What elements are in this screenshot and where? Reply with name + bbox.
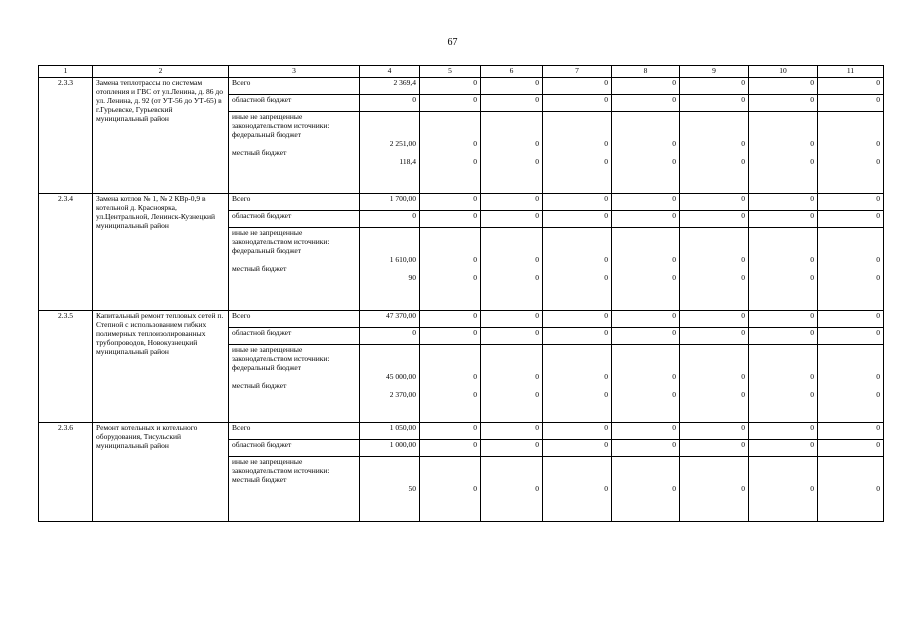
amount-value: 0 <box>473 484 477 493</box>
amount-value: 0 <box>535 273 539 282</box>
amount-cell: 0 <box>543 211 612 228</box>
amount-value: 0 <box>535 372 539 381</box>
amount-value: 0 <box>672 390 676 399</box>
amount-cell: 0 <box>481 423 543 440</box>
amount-cell: 0 <box>420 95 481 112</box>
amount-cell <box>818 112 884 194</box>
amount-cell: 0 <box>481 211 543 228</box>
amount-value: 0 <box>741 273 745 282</box>
amount-cell: 0 <box>481 95 543 112</box>
funding-source-heading: иные не запрещенные законодательством источники: <box>232 228 330 246</box>
amount-value: 0 <box>535 139 539 148</box>
amount-value: 0 <box>604 390 608 399</box>
amount-cell: 0 <box>612 194 680 211</box>
amount-value: 0 <box>810 372 814 381</box>
amount-cell: 0 <box>481 328 543 345</box>
funding-source-heading: иные не запрещенные законодательством источники: <box>232 457 330 475</box>
funding-source-item: местный бюджет <box>232 148 287 157</box>
amount-cell: 0 <box>612 423 680 440</box>
amount-value: 0 <box>604 139 608 148</box>
amount-cell: 0 <box>543 78 612 95</box>
funding-source-item: федеральный бюджет <box>232 363 302 372</box>
amount-cell <box>481 345 543 423</box>
amount-cell: 0 <box>420 328 481 345</box>
amount-cell: 2 369,4 <box>360 78 420 95</box>
funding-source <box>229 228 360 311</box>
amount-cell <box>360 228 420 311</box>
amount-cell <box>749 228 818 311</box>
amount-value: 0 <box>810 157 814 166</box>
funding-source-item: местный бюджет <box>232 475 287 484</box>
funding-source-item: федеральный бюджет <box>232 246 302 255</box>
amount-value: 0 <box>876 273 880 282</box>
table-row <box>39 423 884 440</box>
funding-source-heading: иные не запрещенные законодательством источники: <box>232 112 330 130</box>
amount-cell: 0 <box>612 211 680 228</box>
item-name: Замена котлов № 1, № 2 КВр-0,9 в котельной д. Красноярка, ул.Центральной, Ленинск-Кузнецкий муниципальный район <box>93 194 229 311</box>
amount-cell: 0 <box>612 95 680 112</box>
amount-value: 0 <box>810 484 814 493</box>
amount-value: 0 <box>672 139 676 148</box>
column-header: 3 <box>229 66 360 78</box>
amount-value: 90 <box>408 273 416 282</box>
amount-cell <box>680 112 749 194</box>
amount-cell: 0 <box>818 194 884 211</box>
amount-value: 0 <box>876 157 880 166</box>
amount-value: 0 <box>741 157 745 166</box>
amount-cell: 0 <box>612 328 680 345</box>
amount-value: 0 <box>672 372 676 381</box>
column-header: 11 <box>818 66 884 78</box>
column-header: 1 <box>39 66 93 78</box>
amount-cell: 0 <box>680 423 749 440</box>
amount-cell <box>818 457 884 522</box>
amount-cell: 0 <box>360 328 420 345</box>
amount-value: 0 <box>535 484 539 493</box>
column-number-row <box>39 66 884 78</box>
item-name: Ремонт котельных и котельного оборудования, Тисульский муниципальный район <box>93 423 229 522</box>
amount-cell: 0 <box>680 211 749 228</box>
column-header: 6 <box>481 66 543 78</box>
amount-cell: 0 <box>360 95 420 112</box>
amount-value: 0 <box>535 255 539 264</box>
amount-cell <box>543 112 612 194</box>
column-header: 2 <box>93 66 229 78</box>
amount-cell: 0 <box>680 95 749 112</box>
funding-source-item: местный бюджет <box>232 381 287 390</box>
amount-value: 0 <box>535 157 539 166</box>
amount-cell: 0 <box>749 194 818 211</box>
amount-value: 0 <box>473 372 477 381</box>
funding-source-heading: иные не запрещенные законодательством источники: <box>232 345 330 363</box>
amount-cell: 0 <box>420 311 481 328</box>
amount-cell: 0 <box>818 328 884 345</box>
amount-cell: 0 <box>680 78 749 95</box>
amount-cell: 1 050,00 <box>360 423 420 440</box>
funding-source-item: федеральный бюджет <box>232 130 302 139</box>
amount-cell <box>749 345 818 423</box>
amount-value: 0 <box>473 273 477 282</box>
amount-value: 1 610,00 <box>389 255 416 264</box>
amount-cell <box>749 457 818 522</box>
amount-value: 0 <box>876 390 880 399</box>
funding-source: Всего <box>229 78 360 95</box>
amount-cell: 0 <box>749 328 818 345</box>
amount-cell: 0 <box>612 440 680 457</box>
amount-cell: 0 <box>680 194 749 211</box>
amount-cell: 0 <box>680 440 749 457</box>
amount-value: 0 <box>672 157 676 166</box>
amount-cell: 1 700,00 <box>360 194 420 211</box>
amount-cell: 0 <box>749 311 818 328</box>
amount-cell: 47 370,00 <box>360 311 420 328</box>
amount-cell: 0 <box>543 440 612 457</box>
amount-cell: 0 <box>680 328 749 345</box>
funding-source <box>229 345 360 423</box>
funding-source: Всего <box>229 423 360 440</box>
amount-cell <box>680 457 749 522</box>
amount-cell: 0 <box>749 440 818 457</box>
amount-cell <box>543 457 612 522</box>
item-code: 2.3.4 <box>39 194 93 311</box>
amount-value: 0 <box>672 273 676 282</box>
amount-value: 0 <box>741 484 745 493</box>
amount-value: 0 <box>810 390 814 399</box>
amount-cell <box>543 345 612 423</box>
amount-cell <box>360 112 420 194</box>
amount-value: 0 <box>473 157 477 166</box>
column-header: 5 <box>420 66 481 78</box>
amount-cell: 0 <box>420 423 481 440</box>
amount-value: 0 <box>604 484 608 493</box>
amount-cell: 0 <box>818 78 884 95</box>
amount-cell <box>481 228 543 311</box>
amount-cell: 0 <box>420 78 481 95</box>
amount-cell <box>612 228 680 311</box>
funding-source: Всего <box>229 194 360 211</box>
amount-cell <box>543 228 612 311</box>
amount-cell: 0 <box>543 328 612 345</box>
column-header: 7 <box>543 66 612 78</box>
funding-source: областной бюджет <box>229 211 360 228</box>
amount-cell: 0 <box>818 211 884 228</box>
amount-cell: 0 <box>749 423 818 440</box>
table-row <box>39 78 884 95</box>
amount-cell <box>420 345 481 423</box>
amount-cell: 0 <box>481 194 543 211</box>
amount-cell: 0 <box>818 440 884 457</box>
amount-cell <box>360 345 420 423</box>
funding-source: Всего <box>229 311 360 328</box>
column-header: 8 <box>612 66 680 78</box>
budget-table <box>38 65 884 522</box>
funding-source <box>229 457 360 522</box>
page-number: 67 <box>447 37 458 48</box>
item-code: 2.3.3 <box>39 78 93 194</box>
amount-value: 0 <box>741 139 745 148</box>
amount-value: 0 <box>672 484 676 493</box>
amount-cell <box>360 457 420 522</box>
amount-value: 0 <box>741 255 745 264</box>
amount-cell: 0 <box>612 78 680 95</box>
amount-cell: 0 <box>481 78 543 95</box>
amount-cell: 0 <box>420 211 481 228</box>
amount-value: 0 <box>810 139 814 148</box>
item-name: Замена теплотрассы по системам отопления и ГВС от ул.Ленина, д. 86 до ул. Ленина, д. 92 (от УТ-56 до УТ-65) в г.Гурьевске, Гурьевский муниципальный район <box>93 78 229 194</box>
amount-value: 0 <box>604 372 608 381</box>
amount-value: 0 <box>604 273 608 282</box>
amount-cell: 0 <box>680 311 749 328</box>
amount-cell: 1 000,00 <box>360 440 420 457</box>
item-name: Капитальный ремонт тепловых сетей п. Степной с использованием гибких полимерных теплоизолированных трубопроводов, Новокузнецкий муниципальный район <box>93 311 229 423</box>
amount-cell <box>818 345 884 423</box>
amount-cell: 0 <box>818 423 884 440</box>
amount-cell: 0 <box>420 440 481 457</box>
amount-cell: 0 <box>543 95 612 112</box>
amount-cell <box>420 112 481 194</box>
amount-cell <box>481 457 543 522</box>
amount-cell <box>420 228 481 311</box>
column-header: 10 <box>749 66 818 78</box>
amount-value: 0 <box>604 157 608 166</box>
amount-cell: 0 <box>818 95 884 112</box>
amount-cell <box>420 457 481 522</box>
table-row <box>39 194 884 211</box>
amount-value: 0 <box>535 390 539 399</box>
amount-cell: 0 <box>543 423 612 440</box>
amount-cell <box>680 228 749 311</box>
amount-value: 0 <box>604 255 608 264</box>
amount-value: 0 <box>876 484 880 493</box>
funding-source: областной бюджет <box>229 95 360 112</box>
column-header: 4 <box>360 66 420 78</box>
amount-value: 0 <box>741 372 745 381</box>
amount-value: 118,4 <box>399 157 416 166</box>
amount-value: 0 <box>810 273 814 282</box>
amount-value: 2 370,00 <box>389 390 416 399</box>
amount-value: 0 <box>741 390 745 399</box>
amount-value: 0 <box>672 255 676 264</box>
amount-cell <box>749 112 818 194</box>
funding-source <box>229 112 360 194</box>
amount-cell: 0 <box>749 78 818 95</box>
amount-value: 0 <box>473 255 477 264</box>
amount-cell <box>612 345 680 423</box>
amount-cell: 0 <box>481 311 543 328</box>
funding-source-item: местный бюджет <box>232 264 287 273</box>
item-code: 2.3.6 <box>39 423 93 522</box>
funding-source: областной бюджет <box>229 328 360 345</box>
amount-value: 0 <box>876 255 880 264</box>
amount-cell: 0 <box>749 211 818 228</box>
amount-cell: 0 <box>543 194 612 211</box>
amount-cell: 0 <box>818 311 884 328</box>
amount-value: 0 <box>473 390 477 399</box>
amount-cell: 0 <box>543 311 612 328</box>
amount-cell <box>612 457 680 522</box>
amount-value: 0 <box>810 255 814 264</box>
amount-cell <box>680 345 749 423</box>
table-row <box>39 311 884 328</box>
amount-cell <box>818 228 884 311</box>
amount-value: 0 <box>876 372 880 381</box>
amount-cell: 0 <box>420 194 481 211</box>
table-body <box>39 78 884 522</box>
amount-cell <box>612 112 680 194</box>
amount-cell: 0 <box>481 440 543 457</box>
item-code: 2.3.5 <box>39 311 93 423</box>
amount-value: 45 000,00 <box>386 372 416 381</box>
amount-cell: 0 <box>360 211 420 228</box>
amount-cell: 0 <box>612 311 680 328</box>
funding-source: областной бюджет <box>229 440 360 457</box>
column-header: 9 <box>680 66 749 78</box>
amount-cell: 0 <box>749 95 818 112</box>
amount-value: 50 <box>408 484 416 493</box>
amount-value: 2 251,00 <box>389 139 416 148</box>
amount-value: 0 <box>876 139 880 148</box>
amount-value: 0 <box>473 139 477 148</box>
amount-cell <box>481 112 543 194</box>
